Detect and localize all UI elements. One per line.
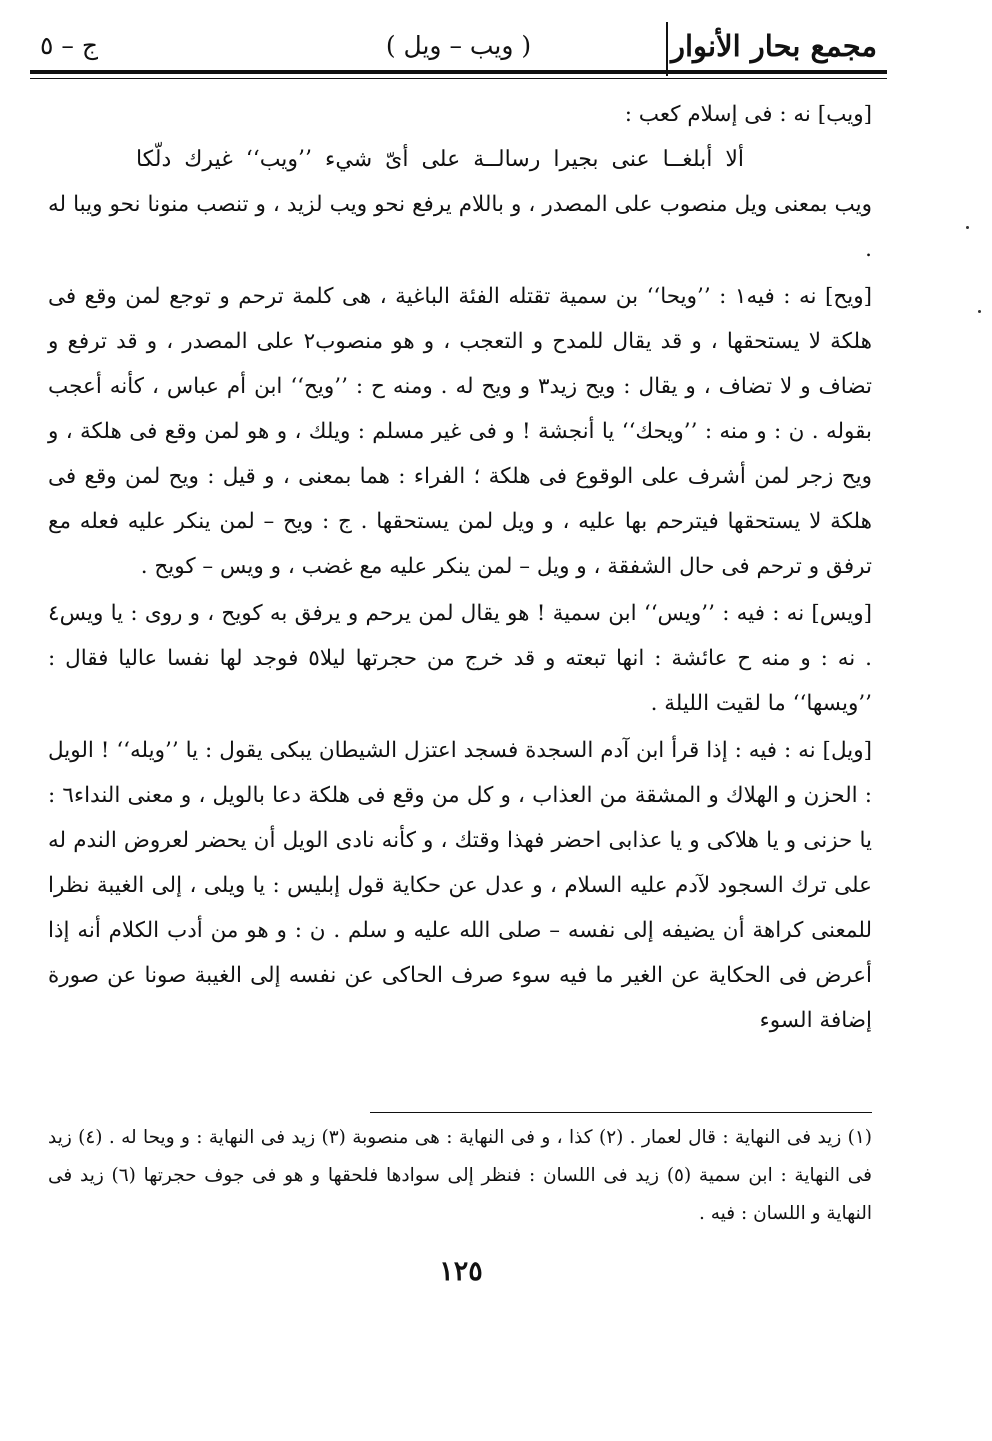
running-header: [40, 20, 877, 72]
entry-weeb-heading: [ويب] نه : فى إسلام كعب :: [624, 102, 872, 127]
volume-number: ج – ٥: [40, 31, 98, 60]
header-rule-thin: [30, 78, 887, 79]
footnotes: [48, 1119, 872, 1233]
scan-speck: [978, 310, 981, 313]
header-words: ( ويب – ويل ): [385, 31, 532, 60]
page-number: ١٢٥: [439, 1256, 483, 1287]
scan-speck: [966, 226, 969, 229]
book-title: مجمع بحار الأنوار: [671, 29, 877, 63]
footnote-rule: [370, 1112, 872, 1113]
header-divider: [666, 22, 668, 76]
main-text: [48, 90, 872, 1043]
entry-weeb-verse: ألا أبلغــا عنى بجيرا رسالــة على أىّ شيء ’’ويب‘‘ غيرك دلّكا: [135, 147, 745, 172]
entry-wees: [ويس] نه : فيه : ’’ويس‘‘ ابن سمية ! هو يقال لمن يرحم و يرفق به كويح ، و روى : يا ويس٤ . نه : و منه ح عائشة : انها تبعته و قد خرج من حجرتها ليلا٥ فوجد لها نفسا عاليا فقال : ’’ويسها‘‘ ما لقيت الليلة .: [48, 601, 872, 716]
footnote-text: (١) زيد فى النهاية : قال لعمار . (٢) كذا ، و فى النهاية : هى منصوبة (٣) زيد فى النهاية : و ويحا له . (٤) زيد فى النهاية : ابن سمية (٥) زيد فى اللسان : فنظر إلى سوادها فلحقها و هو فى جوف حجرتها (٦) زيد فى النهاية و اللسان : فيه .: [48, 1127, 872, 1224]
header-rule-thick: [30, 70, 887, 74]
entry-weeh: [ويح] نه : فيه١ : ’’ويحا‘‘ بن سمية تقتله الفئة الباغية ، هى كلمة ترحم و توجع لمن وقع فى هلكة لا يستحقها ، و قد يقال للمدح و التعجب ، و هو منصوب٢ على المصدر ، و قد ترفع و تضاف و لا تضاف ، و يقال : ويح زيد٣ و ويح له . ومنه ح : ’’ويح‘‘ ابن أم عباس ، كأنه أعجب بقوله . ن : و منه : ’’ويحك‘‘ يا أنجشة ! و فى غير مسلم : ويلك ، و هو لمن وقع فى هلكة ، و ويح زجر لمن أشرف على الوقوع فى هلكة ؛ الفراء : هما بمعنى ، و قيل : ويح لمن وقع فى هلكة لا يستحقها فيترحم بها عليه ، و ويل لمن يستحقها . ج : ويح – لمن ينكر عليه فعله مع ترفق و ترحم فى حال الشفقة ، و ويل – لمن ينكر عليه مع غضب ، و ويس – كويح .: [48, 284, 872, 579]
entry-weeb-body: ويب بمعنى ويل منصوب على المصدر ، و باللام يرفع نحو ويب لزيد ، و تنصب منونا نحو ويبا له .: [48, 192, 872, 262]
entry-weel: [ويل] نه : فيه : إذا قرأ ابن آدم السجدة فسجد اعتزل الشيطان يبكى يقول : يا ’’ويله‘‘ ! الويل : الحزن و الهلاك و المشقة من العذاب ، و كل من وقع فى هلكة دعا بالويل ، و معنى النداء٦ : يا حزنى و يا هلاكى و يا عذابى احضر فهذا وقتك ، و كأنه نادى الويل أن يحضر لعروض الندم له على ترك السجود لآدم عليه السلام ، و عدل عن حكاية قول إبليس : يا ويلى ، إلى الغيبة نظرا للمعنى كراهة أن يضيفه إلى نفسه – صلى الله عليه و سلم . ن : و هو من أدب الكلام أنه إذا أعرض فى الحكاية عن الغير ما فيه سوء صرف الحاكى عن نفسه إلى الغيبة صونا عن صورة إضافة السوء: [48, 738, 873, 1033]
